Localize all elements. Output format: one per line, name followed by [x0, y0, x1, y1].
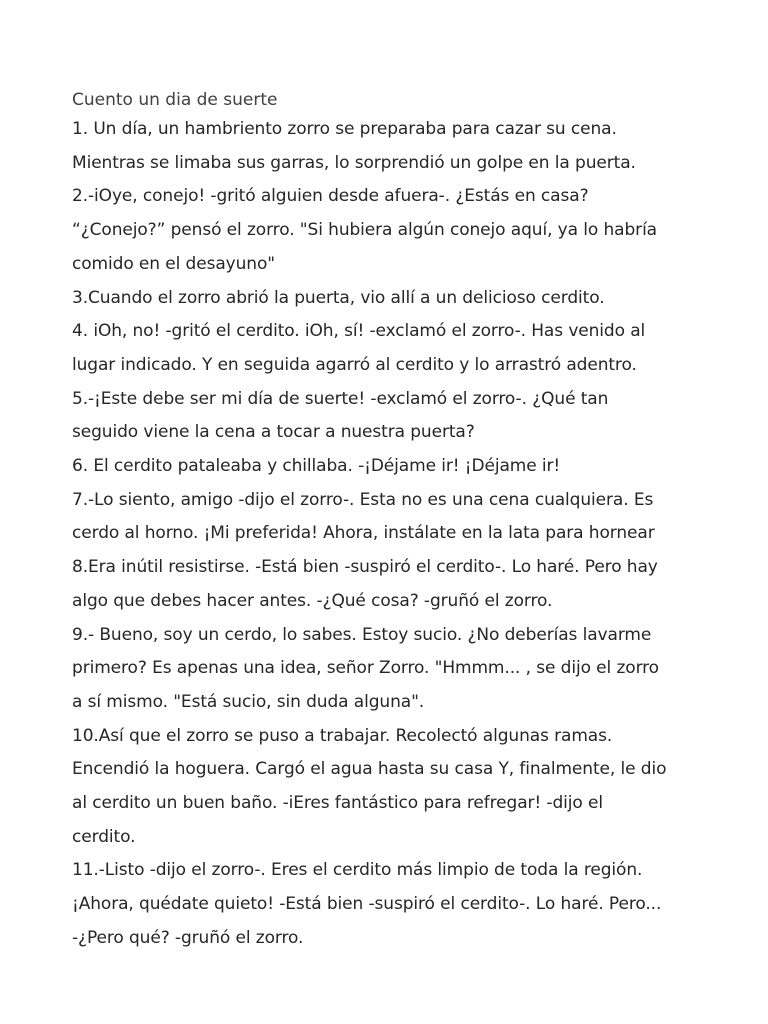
text-line: 2.-iOye, conejo! -gritó alguien desde afuera-. ¿Estás en casa? — [72, 186, 589, 207]
text-line: al cerdito un buen baño. -iEres fantástico para refregar! -dijo el — [72, 793, 603, 814]
text-line: cerdito. — [72, 826, 136, 847]
text-line: Mientras se limaba sus garras, lo sorprendió un golpe en la puerta. — [72, 152, 636, 173]
text-line: Encendió la hoguera. Cargó el agua hasta su casa Y, finalmente, le dio — [72, 759, 667, 780]
text-line: 5.-¡Este debe ser mi día de suerte! -exclamó el zorro-. ¿Qué tan — [72, 388, 609, 409]
text-line: algo que debes hacer antes. -¿Qué cosa? -gruñó el zorro. — [72, 590, 553, 611]
text-line: 10.Así que el zorro se puso a trabajar. Recolectó algunas ramas. — [72, 725, 613, 746]
text-line: cerdo al horno. ¡Mi preferida! Ahora, instálate en la lata para hornear — [72, 523, 655, 544]
text-line: seguido viene la cena a tocar a nuestra puerta? — [72, 422, 475, 443]
text-line: -¿Pero qué? -gruñó el zorro. — [72, 927, 304, 948]
text-line: 7.-Lo siento, amigo -dijo el zorro-. Esta no es una cena cualquiera. Es — [72, 489, 654, 510]
text-line: comido en el desayuno" — [72, 253, 276, 274]
text-line: 3.Cuando el zorro abrió la puerta, vio allí a un delicioso cerdito. — [72, 287, 605, 308]
document-body — [72, 113, 702, 956]
document-title: Cuento un dia de suerte — [72, 90, 278, 110]
text-line: 1. Un día, un hambriento zorro se preparaba para cazar su cena. — [72, 119, 617, 139]
text-line: 8.Era inútil resistirse. -Está bien -suspiró el cerdito-. Lo haré. Pero hay — [72, 557, 658, 578]
text-line: a sí mismo. "Está sucio, sin duda alguna". — [72, 691, 425, 712]
text-line: ¡Ahora, quédate quieto! -Está bien -suspiró el cerdito-. Lo haré. Pero... — [72, 894, 662, 915]
document-page — [72, 87, 702, 956]
text-line: 6. El cerdito pataleaba y chillaba. -¡Déjame ir! ¡Déjame ir! — [72, 456, 561, 477]
text-line: 4. iOh, no! -gritó el cerdito. iOh, sí! -exclamó el zorro-. Has venido al — [72, 321, 646, 342]
text-line: primero? Es apenas una idea, señor Zorro. "Hmmm... , se dijo el zorro — [72, 658, 659, 679]
text-line: 11.-Listo -dijo el zorro-. Eres el cerdito más limpio de toda la región. — [72, 860, 643, 881]
text-line: lugar indicado. Y en seguida agarró al cerdito y lo arrastró adentro. — [72, 354, 637, 375]
text-line: 9.- Bueno, soy un cerdo, lo sabes. Estoy sucio. ¿No deberías lavarme — [72, 624, 652, 645]
text-line: “¿Conejo?” pensó el zorro. "Si hubiera algún conejo aquí, ya lo habría — [72, 220, 658, 241]
